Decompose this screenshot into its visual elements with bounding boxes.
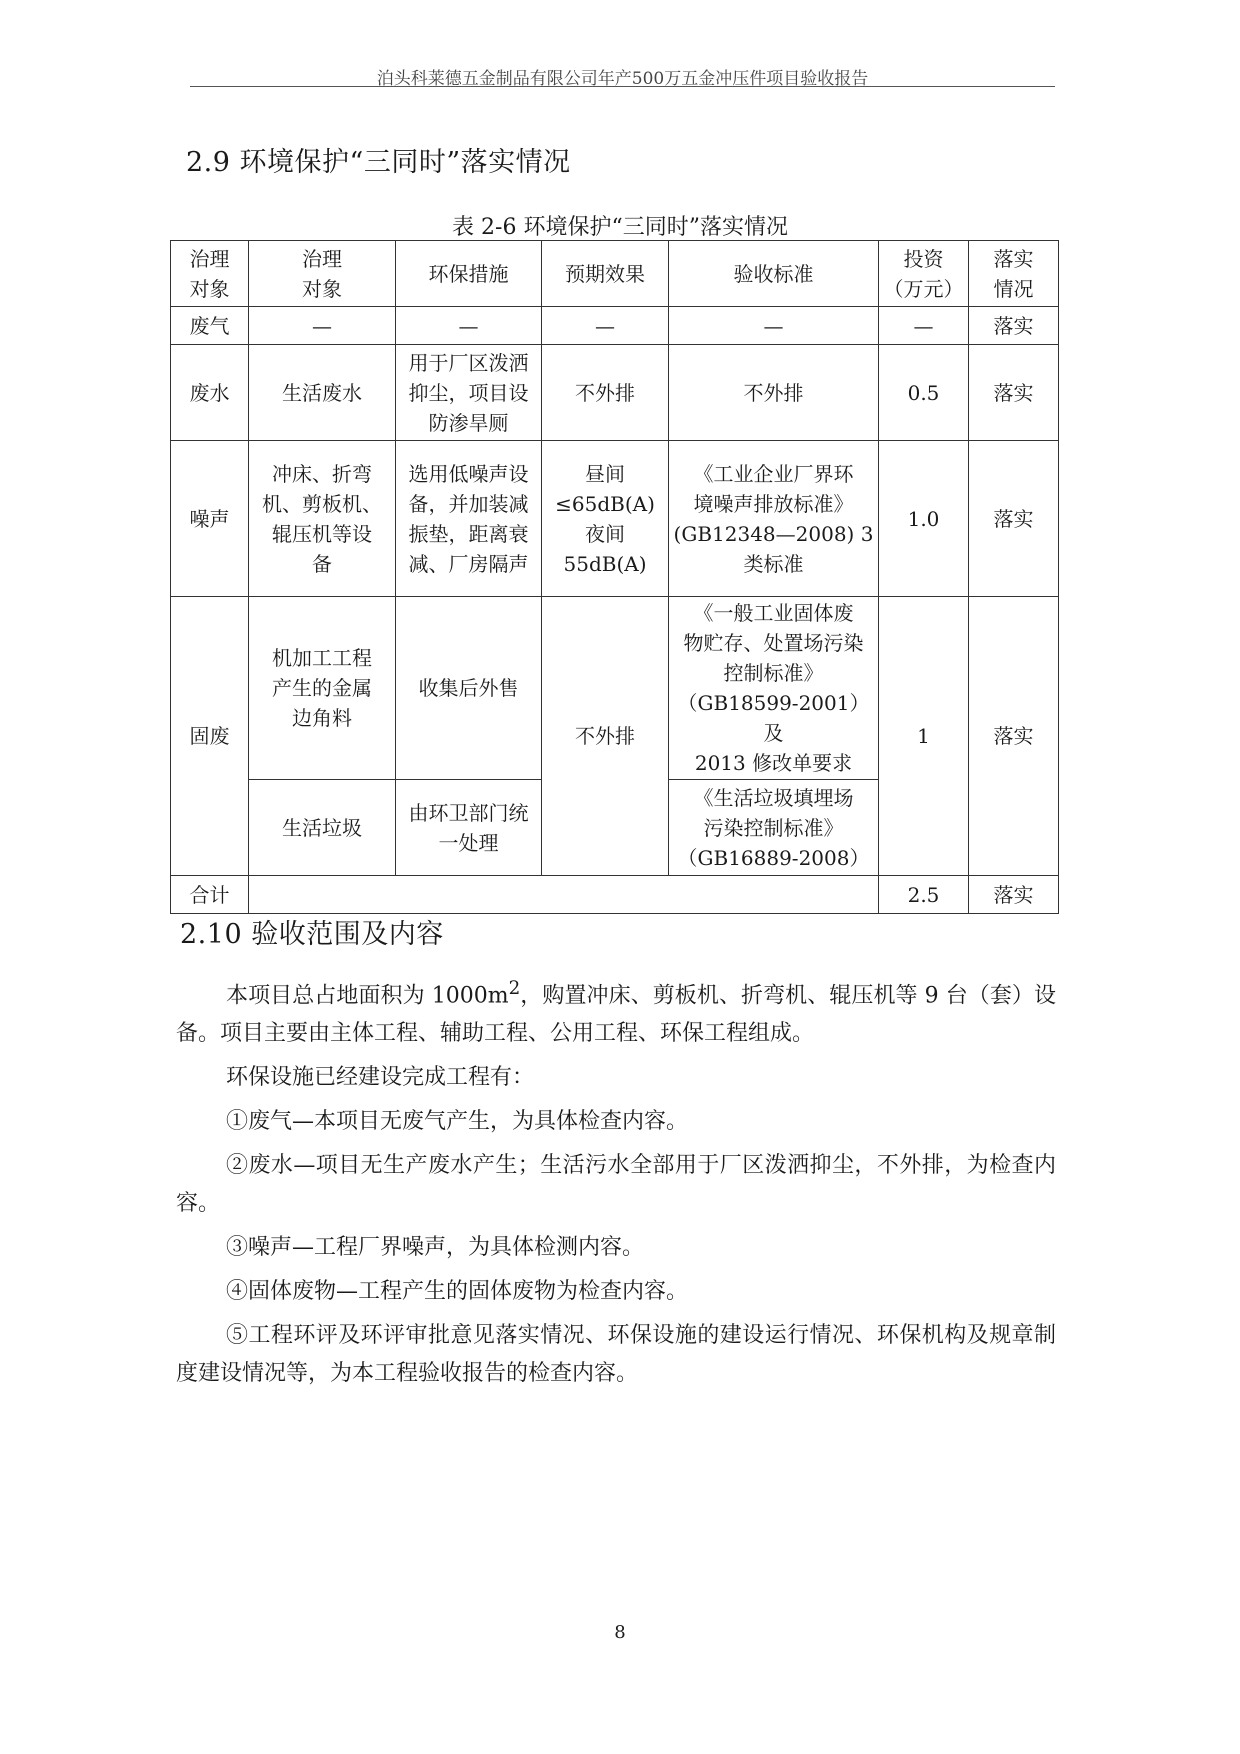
category-cell: 噪声 xyxy=(171,441,249,597)
investment-cell: 2.5 xyxy=(879,876,969,914)
paragraph: 环保设施已经建设完成工程有： xyxy=(226,1065,535,1091)
paragraph: ①废气—本项目无废气产生，为具体检查内容。 xyxy=(226,1109,689,1135)
standard-cell: 不外排 xyxy=(669,345,879,441)
standard-cell: 《生活垃圾填埋场 污染控制标准》 （GB16889-2008） xyxy=(669,780,879,876)
category-cell: 固废 xyxy=(171,597,249,876)
status-cell: 落实 xyxy=(969,345,1059,441)
paragraph: ⑤工程环评及环评审批意见落实情况、环保设施的建设运行情况、环保机构及规章制度建设情况等，为本工程验收报告的检查内容。 xyxy=(176,1323,1056,1387)
category-cell: 废水 xyxy=(171,345,249,441)
measure-cell: — xyxy=(396,307,542,345)
measure-cell: 选用低噪声设 备，并加装减 振垫，距离衰 减、厂房隔声 xyxy=(396,441,542,597)
standard-cell: — xyxy=(669,307,879,345)
investment-cell: — xyxy=(879,307,969,345)
investment-cell: 1.0 xyxy=(879,441,969,597)
paragraph: ④固体废物—工程产生的固体废物为检查内容。 xyxy=(226,1279,689,1305)
col-header: 验收标准 xyxy=(669,241,879,307)
col-header: 落实 情况 xyxy=(969,241,1059,307)
status-cell: 落实 xyxy=(969,597,1059,876)
header-rule xyxy=(190,86,1055,87)
page-number: 8 xyxy=(614,1622,626,1643)
measure-cell: 由环卫部门统 一处理 xyxy=(396,780,542,876)
effect-cell: — xyxy=(542,307,669,345)
object-cell: 机加工工程 产生的金属 边角料 xyxy=(249,597,396,780)
table-row xyxy=(171,441,1059,597)
status-cell: 落实 xyxy=(969,876,1059,914)
environmental-table xyxy=(170,240,1059,914)
measure-cell: 收集后外售 xyxy=(396,597,542,780)
investment-cell: 0.5 xyxy=(879,345,969,441)
table-header-row xyxy=(171,241,1059,307)
col-header: 环保措施 xyxy=(396,241,542,307)
standard-cell: 《一般工业固体废 物贮存、处置场污染 控制标准》 （GB18599-2001）及 2013 修改单要求 xyxy=(669,597,879,780)
superscript: 2 xyxy=(508,978,521,999)
section-heading-2-10: 2.10 验收范围及内容 xyxy=(180,919,444,950)
paragraph: ②废水—项目无生产废水产生；生活污水全部用于厂区泼洒抑尘，不外排，为检查内容。 xyxy=(176,1153,1056,1217)
table-total-row xyxy=(171,876,1059,914)
body-text xyxy=(176,970,1056,1399)
effect-cell: 不外排 xyxy=(542,597,669,876)
table-caption: 表 2-6 环境保护“三同时”落实情况 xyxy=(452,215,788,240)
paragraph: 本项目总占地面积为 $1000m^2$，购置冲床、剪板机、折弯机、辊压机等 9 台（套）设备。项目主要由主体工程、辅助工程、公用工程、环保工程组成。 xyxy=(176,978,1056,1047)
status-cell: 落实 xyxy=(969,441,1059,597)
object-cell: — xyxy=(249,307,396,345)
empty-cell xyxy=(249,876,879,914)
effect-cell: 昼间 ≤65dB(A) 夜间 55dB(A) xyxy=(542,441,669,597)
col-header: 治理 对象 xyxy=(171,241,249,307)
status-cell: 落实 xyxy=(969,307,1059,345)
measure-cell: 用于厂区泼洒 抑尘，项目设 防渗旱厕 xyxy=(396,345,542,441)
object-cell: 生活垃圾 xyxy=(249,780,396,876)
object-cell: 生活废水 xyxy=(249,345,396,441)
investment-cell: 1 xyxy=(879,597,969,876)
running-header: 泊头科莱德五金制品有限公司年产500万五金冲压件项目验收报告 xyxy=(376,69,869,89)
paragraph: ③噪声—工程厂界噪声，为具体检测内容。 xyxy=(226,1235,645,1261)
object-cell: 冲床、折弯 机、剪板机、 辊压机等设 备 xyxy=(249,441,396,597)
col-header: 治理 对象 xyxy=(249,241,396,307)
col-header: 预期效果 xyxy=(542,241,669,307)
total-label-cell: 合计 xyxy=(171,876,249,914)
table-row xyxy=(171,345,1059,441)
standard-cell: 《工业企业厂界环 境噪声排放标准》 (GB12348—2008) 3 类标准 xyxy=(669,441,879,597)
section-heading-2-9: 2.9 环境保护“三同时”落实情况 xyxy=(186,147,571,178)
category-cell: 废气 xyxy=(171,307,249,345)
table-row xyxy=(171,597,1059,780)
effect-cell: 不外排 xyxy=(542,345,669,441)
table-row xyxy=(171,307,1059,345)
col-header: 投资 （万元） xyxy=(879,241,969,307)
